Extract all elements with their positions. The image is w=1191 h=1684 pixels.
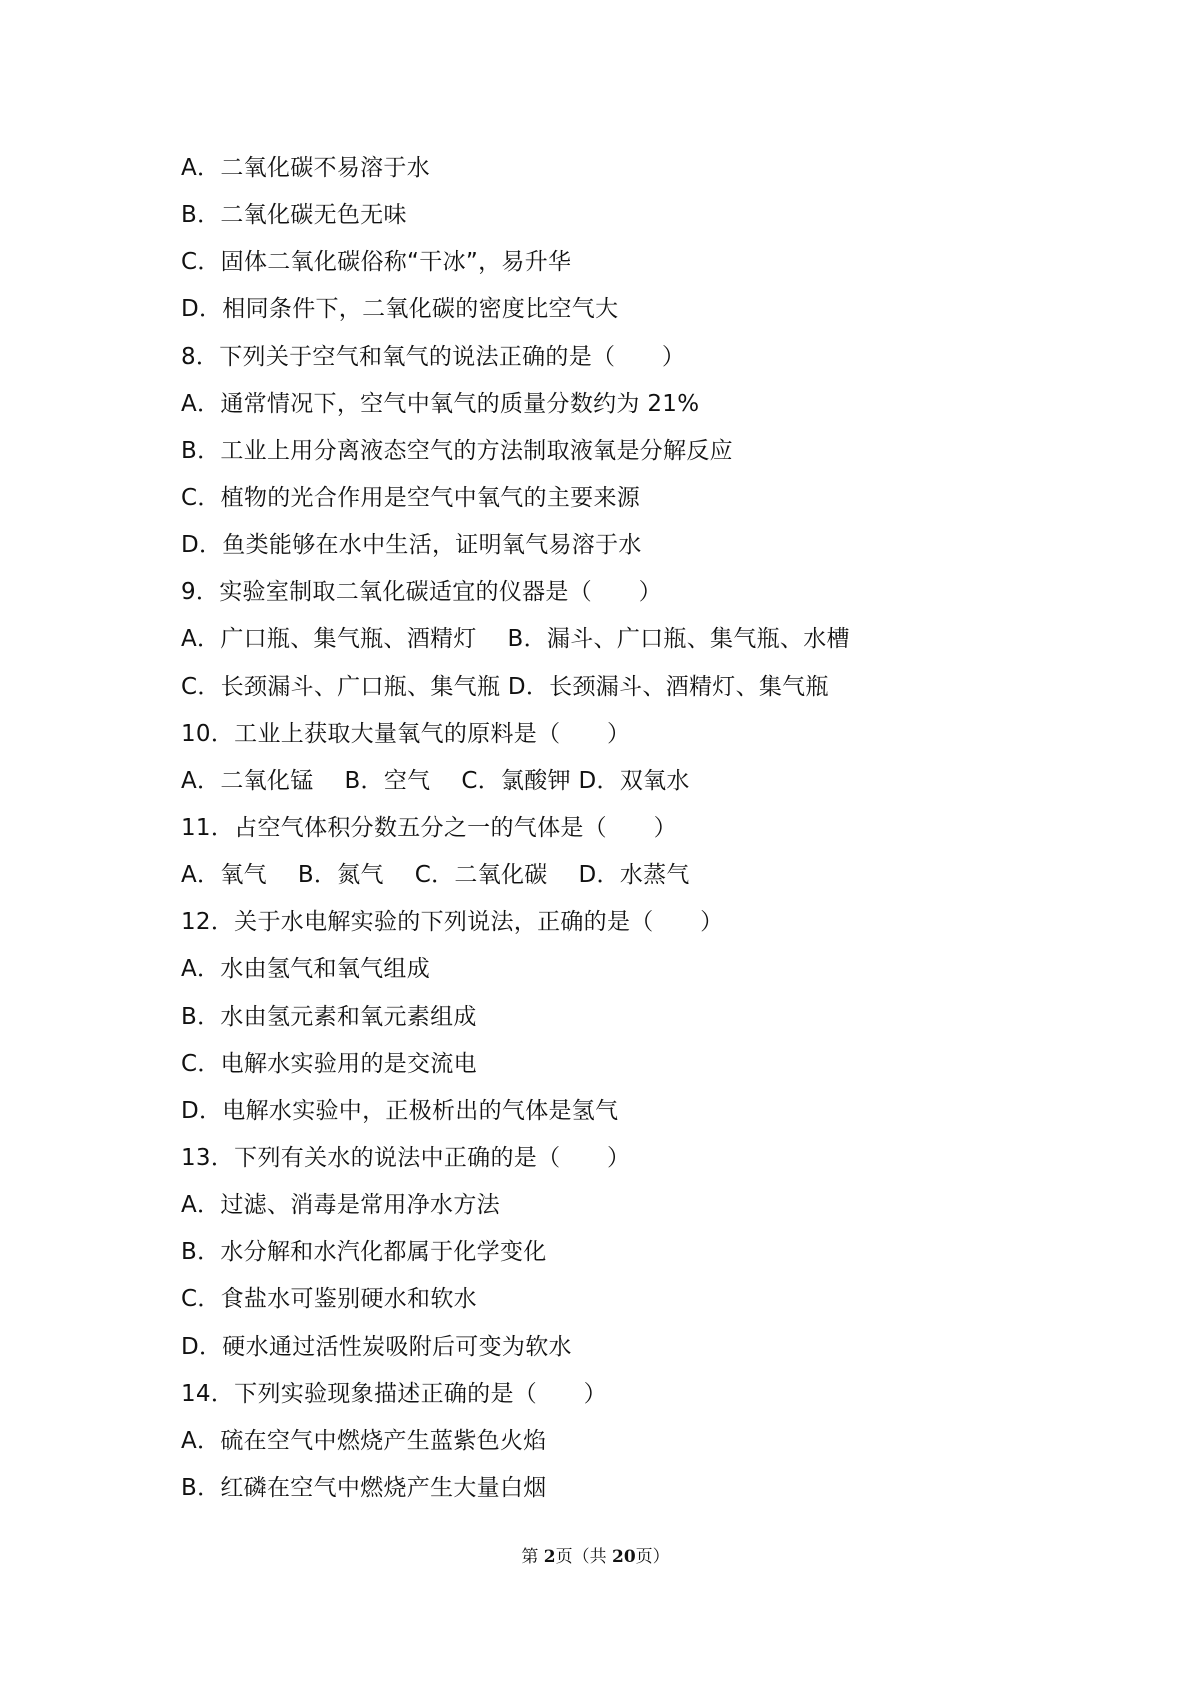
footer-middle: 页（共: [555, 1547, 612, 1567]
option-line: C．植物的光合作用是空气中氧气的主要来源: [181, 484, 641, 511]
question-stem: 10．工业上获取大量氧气的原料是（ ）: [181, 720, 631, 747]
option-line: B．工业上用分离液态空气的方法制取液氧是分解反应: [181, 437, 733, 464]
question-stem: 14．下列实验现象描述正确的是（ ）: [181, 1380, 607, 1407]
question-stem: 11．占空气体积分数五分之一的气体是（ ）: [181, 814, 677, 841]
option-line: D．电解水实验中，正极析出的气体是氢气: [181, 1097, 619, 1124]
option-line: B．水分解和水汽化都属于化学变化: [181, 1239, 547, 1266]
option-line: A．过滤、消毒是常用净水方法: [181, 1192, 500, 1219]
option-line: C．长颈漏斗、广口瓶、集气瓶 D．长颈漏斗、酒精灯、集气瓶: [181, 673, 829, 700]
option-line: A．二氧化锰 B．空气 C．氯酸钾 D．双氧水: [181, 767, 690, 794]
option-line: A．水由氢气和氧气组成: [181, 956, 431, 983]
page-footer: [0, 1542, 1191, 1567]
question-list: [181, 145, 1081, 1512]
option-line: D．硬水通过活性炭吸附后可变为软水: [181, 1333, 572, 1360]
current-page-number: 2: [543, 1547, 556, 1567]
question-stem: 12．关于水电解实验的下列说法，正确的是（ ）: [181, 909, 724, 936]
option-line: A．二氧化碳不易溶于水: [181, 155, 431, 181]
option-line: D．相同条件下，二氧化碳的密度比空气大: [181, 296, 619, 323]
option-line: D．鱼类能够在水中生活，证明氧气易溶于水: [181, 532, 642, 559]
option-line: C．固体二氧化碳俗称“干冰”，易升华: [181, 249, 572, 276]
option-line: A．广口瓶、集气瓶、酒精灯 B．漏斗、广口瓶、集气瓶、水槽: [181, 626, 850, 653]
option-line: A．硫在空气中燃烧产生蓝紫色火焰: [181, 1427, 547, 1454]
option-line: B．水由氢元素和氧元素组成: [181, 1003, 477, 1030]
option-line: C．食盐水可鉴别硬水和软水: [181, 1286, 477, 1313]
option-line: A．氧气 B．氮气 C．二氧化碳 D．水蒸气: [181, 862, 690, 889]
question-stem: 13．下列有关水的说法中正确的是（ ）: [181, 1144, 631, 1171]
question-stem: 8．下列关于空气和氧气的说法正确的是（ ）: [181, 343, 686, 370]
option-line: B．红磷在空气中燃烧产生大量白烟: [181, 1474, 547, 1501]
option-line: A．通常情况下，空气中氧气的质量分数约为 21%: [181, 390, 700, 417]
total-pages-number: 20: [611, 1547, 636, 1567]
option-line: B．二氧化碳无色无味: [181, 202, 407, 229]
option-line: C．电解水实验用的是交流电: [181, 1050, 477, 1077]
question-stem: 9．实验室制取二氧化碳适宜的仪器是（ ）: [181, 579, 662, 606]
footer-suffix: 页）: [635, 1547, 670, 1567]
footer-prefix: 第: [521, 1547, 544, 1567]
